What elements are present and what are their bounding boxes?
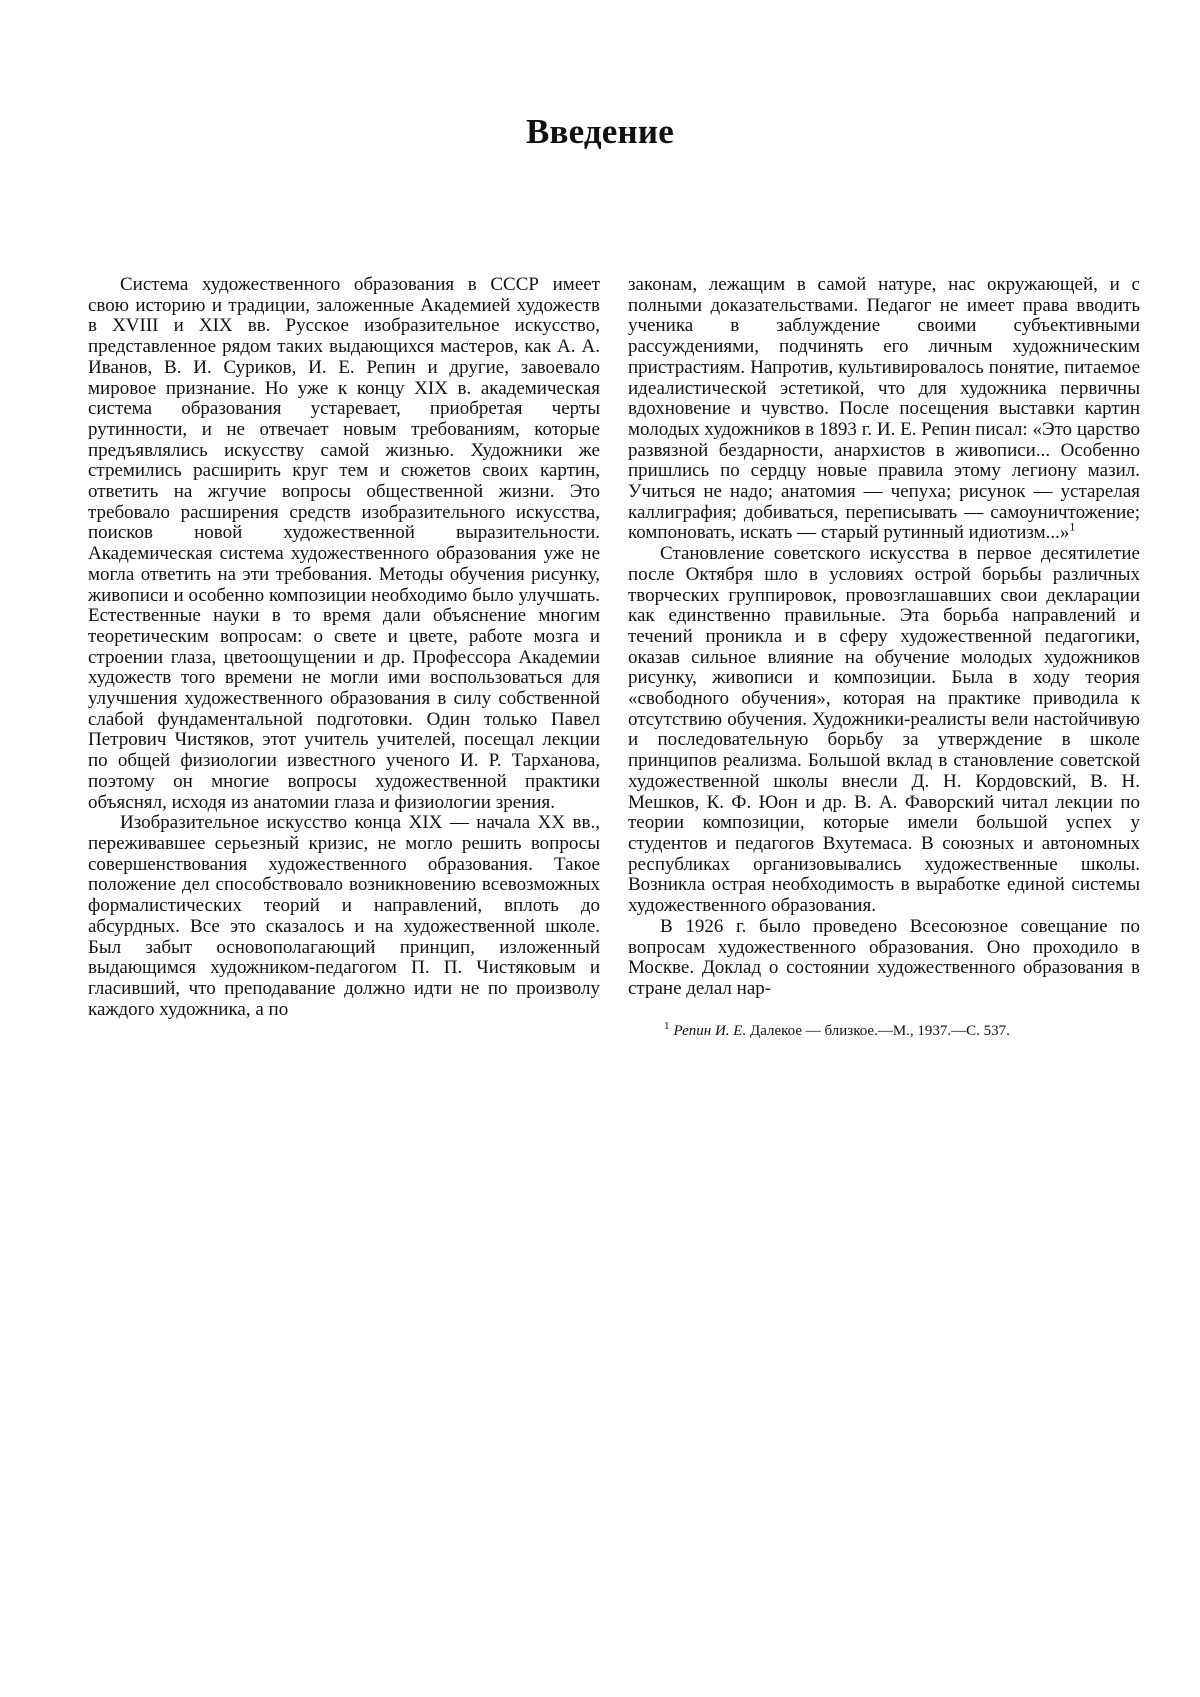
paragraph-continuation xyxy=(628,275,1140,544)
paragraph: Изобразительное искусство конца XIX — начала XX вв., переживавшее серьезный кризис, не могло решить вопросы совершенствования художественного образования. Такое положение дел способствовало возникновению всевозможных формалистических теорий и направлений, вплоть до абсурдных. Все это сказалось и на художественной школе. Был забыт основополагающий принцип, изложенный выдающимся художником-педагогом П. П. Чистяковым и гласивший, что преподавание должно идти не по произволу каждого художника, а по xyxy=(88,812,600,1020)
paragraph-continuation-text: законам, лежащим в самой натуре, нас окружающей, и с полными доказательствами. Педагог не имеет права вводить ученика в заблуждение своими субъективными рассуждениями, подчинять его личным художническим пристрастиям. Напротив, культивировалось понятие, питаемое идеалистической эстетикой, что для художника первичны вдохновение и чувство. После посещения выставки картин молодых художников в 1893 г. И. Е. Репин писал: «Это царство развязной бездарности, анархистов в живописи... Особенно пришлись по сердцу новые правила этому легиону мазил. Учиться не надо; анатомия — чепуха; рисунок — устарелая каллиграфия; добиваться, переписывать — самоуничтожение; компоновать, искать — старый рутинный идиотизм...» xyxy=(628,274,1140,544)
footnote-mark: 1 xyxy=(664,1019,670,1032)
footnote-reference: 1 xyxy=(1069,520,1076,535)
footnote-text: Далекое — близкое.—М., 1937.—С. 537. xyxy=(749,1022,1010,1039)
footnote xyxy=(628,1019,1140,1040)
paragraph: Система художественного образования в СССР имеет свою историю и традиции, заложенные Академией художеств в XVIII и XIX вв. Русское изобразительное искусство, представленное рядом таких выдающихся мастеров, как А. А. Иванов, В. И. Суриков, И. Е. Репин и другие, завоевало мировое признание. Но уже к концу XIX в. академическая система образования устаревает, приобретая черты рутинности, и не отвечает новым требованиям, которые предъявлялись искусству самой жизнью. Художники же стремились расширить круг тем и сюжетов своих картин, ответить на жгучие вопросы общественной жизни. Это требовало расширения средств изобразительного искусства, поисков новой художественной выразительности. Академическая система художественного образования уже не могла ответить на эти требования. Методы обучения рисунку, живописи и особенно композиции необходимо было улучшать. Естественные науки в то время дали объяснение многим теоретическим вопросам: о свете и цвете, работе мозга и строении глаза, цветоощущении и др. Профессора Академии художеств того времени не могли ими воспользоваться для улучшения художественного образования в силу собственной слабой фундаментальной подготовки. Один только Павел Петрович Чистяков, этот учитель учителей, посещал лекции по общей физиологии известного ученого И. Р. Тарханова, поэтому он многие вопросы художественной практики объяснял, исходя из анатомии глаза и физиологии зрения. xyxy=(88,274,600,813)
right-column xyxy=(628,275,1140,1040)
paragraph: В 1926 г. было проведено Всесоюзное совещание по вопросам художественного образования. Оно проходило в Москве. Доклад о состоянии художественного образования в стране делал нар- xyxy=(628,915,1140,999)
page-title: Введение xyxy=(525,112,675,151)
footnote-author: Репин И. Е. xyxy=(673,1022,747,1039)
left-column xyxy=(88,275,600,1020)
paragraph: Становление советского искусства в первое десятилетие после Октября шло в условиях острой борьбы различных творческих группировок, провозглашавших свои декларации как единственно правильные. Эта борьба направлений и течений проникла и в сферу художественной педагогики, оказав сильное влияние на обучение молодых художников рисунку, живописи и композиции. Была в ходу теория «свободного обучения», которая на практике приводила к отсутствию обучения. Художники-реалисты вели настойчивую и последовательную борьбу за утверждение в школе принципов реализма. Большой вклад в становление советской художественной школы внесли Д. Н. Кордовский, В. Н. Мешков, К. Ф. Юон и др. В. А. Фаворский читал лекции по теории композиции, которые имели большой успех у студентов и педагогов Вхутемаса. В союзных и автономных республиках организовывались художественные школы. Возникла острая необходимость в выработке единой системы художественного образования. xyxy=(628,543,1140,917)
